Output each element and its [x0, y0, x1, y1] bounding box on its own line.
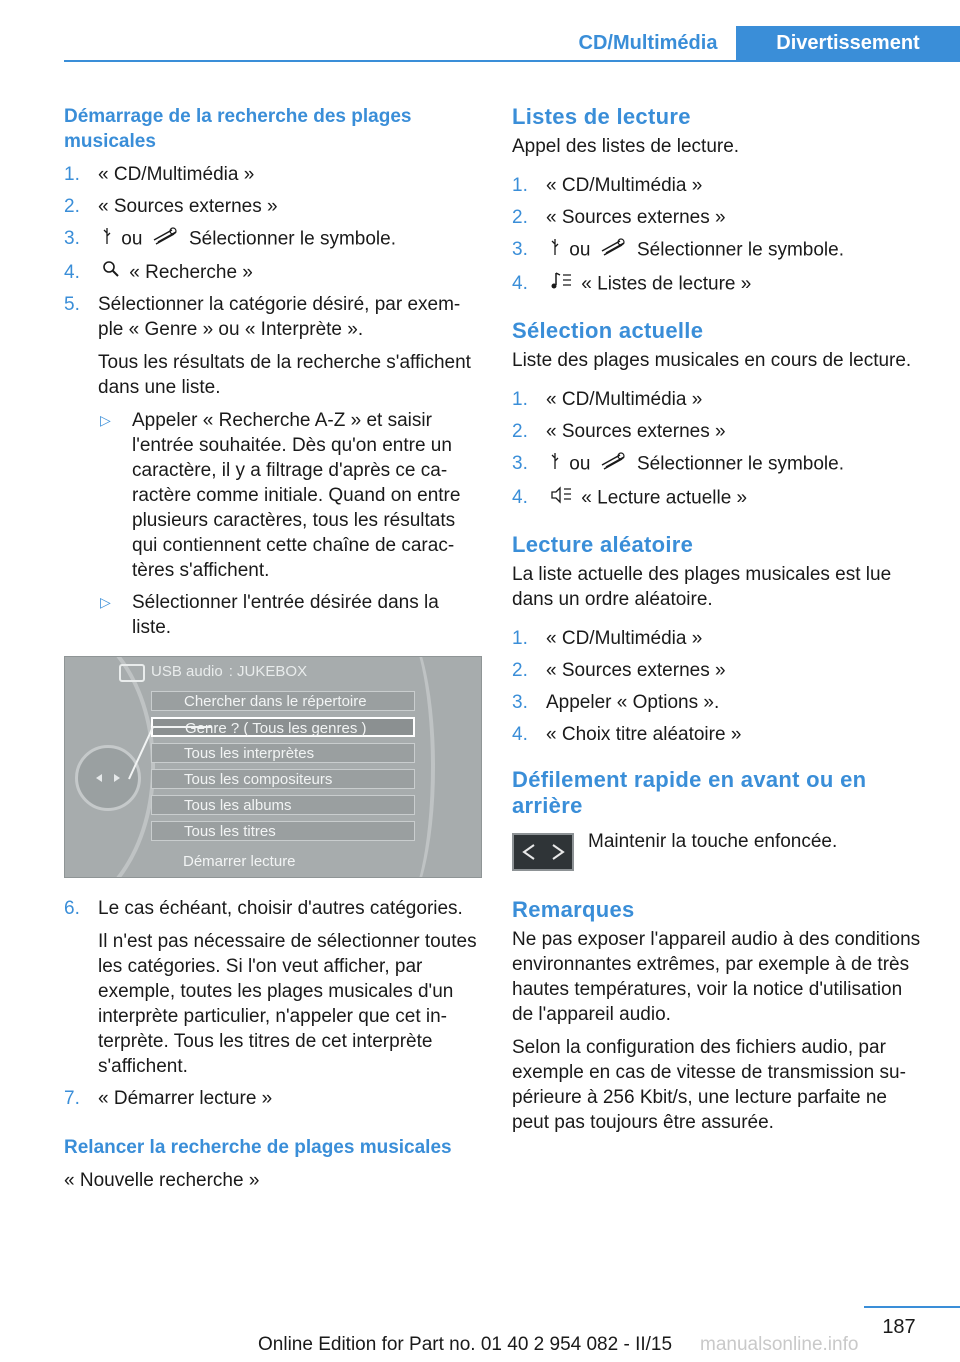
current-selection-heading: Sélection actuelle — [512, 318, 704, 343]
fast-forward-row — [512, 829, 926, 871]
list-item: 6. Le cas échéant, choisir d'autres catégories. Il n'est pas nécessaire de sélectionner toutes les catégories. Si l'on veut afficher, par exemple, toutes les plages musicales d'un interprète particulier, n'appeler que cet interprète. Tous les titres de cet interprète s'affichent. — [64, 898, 477, 1078]
edition-footer: Online Edition for Part no. 01 40 2 954 082 - II/15 — [258, 1334, 673, 1355]
notes-paragraph: Selon la configuration des fichiers audio, par exemple en cas de vitesse de transmission supérieure à 256 Kbit/s, une lecture parfaite ne peut pas toujours être assurée. — [512, 1037, 906, 1133]
list-item: 1. « CD/Multimédia » — [512, 175, 703, 196]
list-item: 4. « Listes de lecture » — [512, 271, 926, 298]
bluetooth-audio-icon — [152, 226, 180, 253]
list-item: 2. « Sources externes » — [512, 421, 726, 442]
list-item: 4. « Choix titre aléatoire » — [512, 724, 742, 745]
usb-icon — [550, 452, 560, 477]
list-item: ▷ Appeler « Recherche A-Z » et saisir l'entrée souhaitée. Dès qu'on entre un caractère, il y a filtrage d'après ce caractère comme initiale. Quand on entre plusieurs caractères, tous les résultats qui contiennent cette chaîne de caractères s'affichent. — [100, 410, 461, 582]
fast-forward-heading: Défilement rapide en avant ou en arrière — [512, 767, 867, 818]
usb-icon — [550, 238, 560, 263]
list-item: 1. « CD/Multimédia » — [512, 389, 703, 410]
list-item: 7. « Démarrer lecture » — [64, 1088, 273, 1110]
current-selection-intro: Liste des plages musicales en cours de lecture. — [512, 350, 912, 371]
random-playback-heading: Lecture aléatoire — [512, 532, 694, 557]
search-start-heading: Démarrage de la recherche des plages musicales — [64, 106, 412, 152]
relaunch-heading: Relancer la recherche de plages musicales — [64, 1137, 452, 1159]
screen-frame-arc — [355, 656, 435, 878]
notes-paragraph: Ne pas exposer l'appareil audio à des conditions environnantes extrêmes, par exemple à de très hautes températures, voir la notice d'utilisation de l'appareil audio. — [512, 929, 921, 1025]
list-item: 2. « Sources externes » — [512, 660, 726, 681]
playlists-steps — [512, 173, 926, 298]
footer-rule — [864, 1306, 960, 1308]
list-item: 3. ou Sélectionner le symbole. — [64, 226, 478, 253]
left-column — [64, 104, 478, 1201]
idrive-screen-image — [64, 656, 482, 878]
list-item: ▷ Sélectionner l'entrée désirée dans la liste. — [100, 592, 439, 639]
menu-item: Tous les compositeurs — [151, 769, 415, 789]
header-rule — [64, 60, 960, 62]
list-item: 3. ou Sélectionner le symbole. — [512, 451, 926, 478]
menu-item: Tous les interprètes — [151, 743, 415, 763]
right-column — [512, 104, 926, 1143]
usb-icon — [102, 227, 112, 252]
search-icon — [102, 260, 120, 285]
current-selection-steps — [512, 387, 926, 512]
screen-title: USB audio : JUKEBOX — [119, 659, 307, 684]
list-item: 5. Sélectionner la catégorie désiré, par exemple « Genre » ou « Interprète ». Tous les résultats de la recherche s'affichent dans une liste. — [64, 294, 471, 399]
search-steps-list — [64, 162, 478, 400]
list-item: 1. « CD/Multimédia » — [64, 164, 255, 185]
menu-item: Tous les albums — [151, 795, 415, 815]
watermark: manualsonline.info — [700, 1334, 859, 1355]
list-item: 3. Appeler « Options ». — [512, 692, 720, 713]
bluetooth-audio-icon — [600, 237, 628, 264]
random-playback-intro: La liste actuelle des plages musicales est lue dans un ordre aléatoire. — [512, 564, 892, 610]
pointer-line — [123, 723, 213, 783]
random-playback-steps — [512, 626, 926, 747]
menu-item: Tous les titres — [151, 821, 415, 841]
media-icon — [119, 664, 145, 682]
page-number: 187 — [882, 1316, 916, 1338]
menu-item-selected: Genre ? ( Tous les genres ) — [151, 717, 415, 737]
list-item: 2. « Sources externes » — [64, 196, 278, 217]
list-item: 4. « Recherche » — [64, 260, 478, 285]
menu-item-start-playback: Démarrer lecture — [183, 853, 296, 871]
list-item: 2. « Sources externes » — [512, 207, 726, 228]
header-tab-multimedia: CD/Multimédia — [560, 26, 736, 60]
search-bullets — [98, 408, 478, 640]
fast-forward-text: Maintenir la touche enfoncée. — [588, 831, 838, 852]
list-item: 1. « CD/Multimédia » — [512, 628, 703, 649]
rewind-forward-button-icon — [512, 833, 574, 871]
menu-item: Chercher dans le répertoire — [151, 691, 415, 711]
list-item: 4. « Lecture actuelle » — [512, 485, 926, 512]
playlists-intro: Appel des listes de lecture. — [512, 136, 740, 157]
bluetooth-audio-icon — [600, 451, 628, 478]
playlist-icon — [550, 271, 572, 298]
search-steps-list-continued — [64, 896, 478, 1111]
playlists-heading: Listes de lecture — [512, 104, 691, 129]
current-playback-icon — [550, 485, 572, 512]
list-item: 3. ou Sélectionner le symbole. — [512, 237, 926, 264]
notes-heading: Remarques — [512, 897, 635, 922]
relaunch-text: « Nouvelle recherche » — [64, 1170, 260, 1192]
header-tab-entertainment: Divertissement — [736, 26, 960, 60]
